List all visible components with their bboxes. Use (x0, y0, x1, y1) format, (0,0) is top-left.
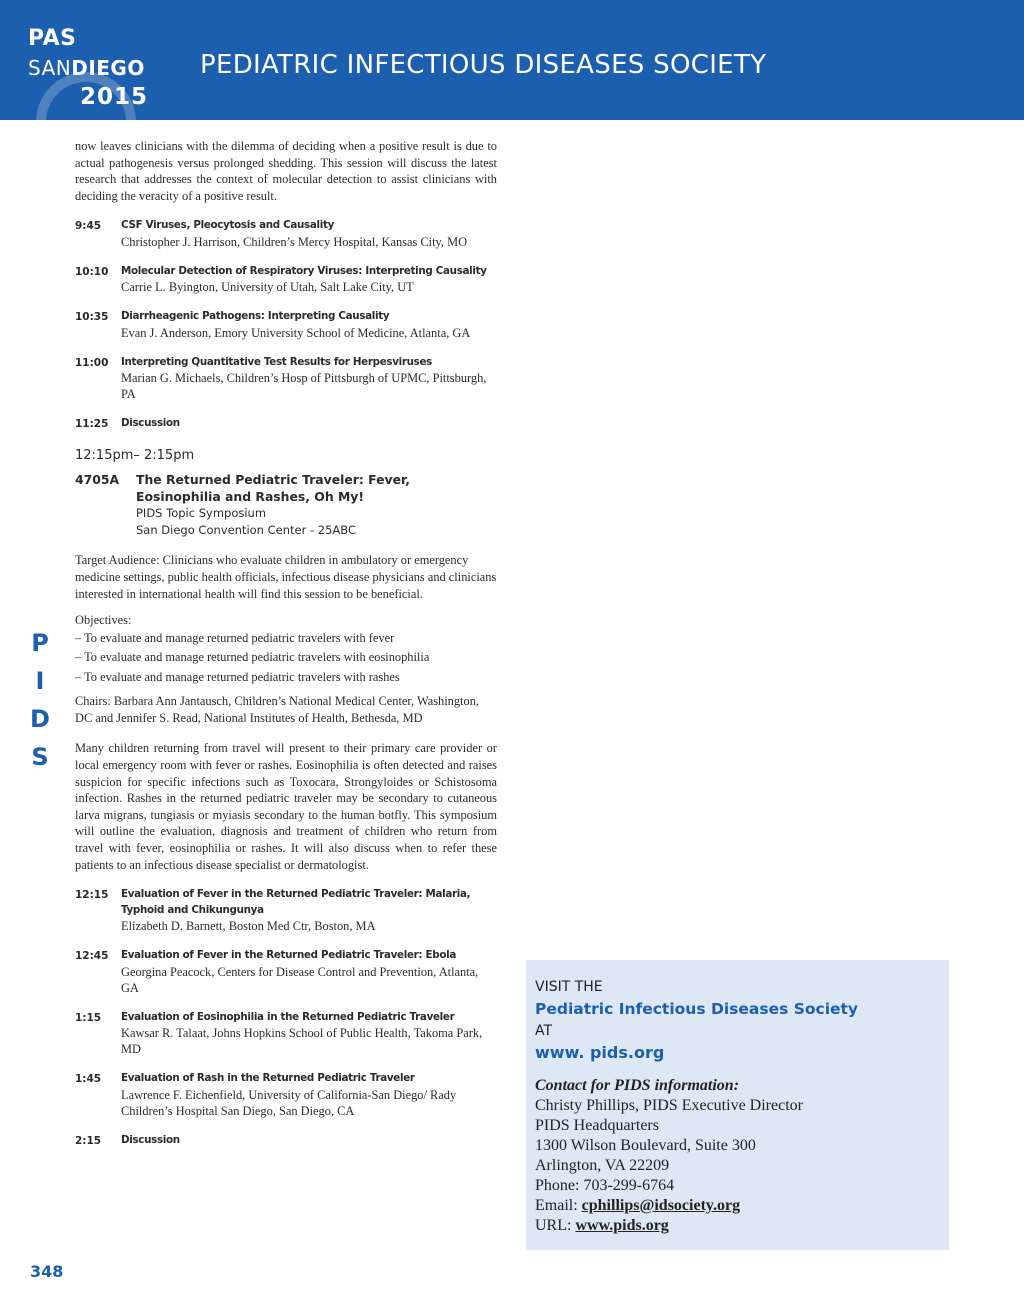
session-type: PIDS Topic Symposium (136, 506, 267, 521)
main-column (75, 138, 497, 1149)
logo-year: 2015 (80, 84, 149, 110)
talk-speaker: Carrie L. Byington, University of Utah, Salt Lake City, UT (121, 280, 414, 295)
contact-url-row (535, 1216, 940, 1236)
schedule-time: 12:45 (75, 950, 109, 963)
contact-name: Christy Phillips, PIDS Executive Director (535, 1097, 803, 1114)
talk-title: Evaluation of Rash in the Returned Pediatric Traveler (121, 1072, 415, 1085)
schedule-row (75, 309, 497, 341)
side-letter-d: D (30, 705, 50, 733)
schedule-row (75, 218, 497, 250)
schedule-row (75, 264, 497, 296)
session-heading (75, 472, 497, 538)
schedule-time: 10:10 (75, 265, 109, 278)
talk-title: CSF Viruses, Pleocytosis and Causality (121, 219, 335, 232)
talk-title: Discussion (121, 417, 180, 430)
url-label: URL: (535, 1217, 576, 1234)
visit-label: VISIT THE (535, 979, 603, 995)
talk-speaker: Elizabeth D. Barnett, Boston Med Ctr, Boston, MA (121, 919, 376, 934)
pas-san-diego-2015-logo (28, 20, 178, 116)
objectives-list (75, 629, 497, 688)
objective-item: – To evaluate and manage returned pediatric travelers with eosinophilia (75, 650, 430, 665)
logo-pas: PAS (28, 26, 77, 51)
schedule-time: 1:15 (75, 1011, 102, 1024)
page-number: 348 (30, 1262, 64, 1281)
target-audience: Target Audience: Clinicians who evaluate children in ambulatory or emergency medicine settings, public health officials, infectious disease physicians and clinicians interested in international health will find this session to be beneficial. (75, 553, 497, 601)
side-letter-p: P (31, 629, 49, 657)
objectives-label: Objectives: (75, 613, 132, 628)
session-title: The Returned Pediatric Traveler: Fever, Eosinophilia and Rashes, Oh My! (136, 472, 411, 504)
schedule-row (75, 416, 497, 432)
url-link[interactable]: www.pids.org (575, 1217, 669, 1234)
pids-info-box (526, 960, 949, 1250)
schedule-row (75, 1133, 497, 1149)
pids-side-letters (28, 624, 52, 776)
schedule-time: 11:00 (75, 356, 109, 369)
schedule-time: 1:45 (75, 1073, 102, 1086)
talk-title: Interpreting Quantitative Test Results for Herpesviruses (121, 355, 433, 368)
society-title: PEDIATRIC INFECTIOUS DISEASES SOCIETY (200, 50, 767, 80)
contact-address-1: 1300 Wilson Boulevard, Suite 300 (535, 1137, 756, 1154)
schedule-time: 11:25 (75, 418, 109, 431)
schedule-a (75, 218, 497, 432)
talk-speaker: Lawrence F. Eichenfield, University of California-San Diego/ Rady Children’s Hospital San Diego, San Diego, CA (121, 1087, 457, 1118)
logo-san-diego: SANDIEGO (28, 56, 145, 80)
contact-email-row (535, 1196, 940, 1216)
session-code: 4705A (75, 472, 120, 488)
session-description: Many children returning from travel will present to their primary care provider or local emergency room with fever or rashes. Eosinophilia is often detected and raises suspicion for specific infections such as Toxocara, Strongyloides or Schistosoma infection. Rashes in the returned pediatric traveler may be secondary to cutaneous larva migrans, tungiasis or myiasis secondary to the human botfly. This symposium will outline the evaluation, diagnosis and treatment of children who return from travel with fever, eosinophilia or rashes. It will also discuss when to refer these patients to an infectious disease specialist or dermatologist. (75, 741, 497, 872)
intro-paragraph: now leaves clinicians with the dilemma of deciding when a positive result is due to actual pathogenesis versus prolonged shedding. This session will discuss the latest research that addresses the context of molecular detection to assist clinicians with deciding the veracity of a positive result. (75, 139, 497, 203)
schedule-time: 9:45 (75, 220, 102, 233)
session-location: San Diego Convention Center - 25ABC (136, 522, 356, 537)
talk-title: Molecular Detection of Respiratory Viruses: Interpreting Causality (121, 264, 487, 277)
schedule-b (75, 887, 497, 1149)
talk-title: Discussion (121, 1133, 180, 1146)
email-label: Email: (535, 1197, 582, 1214)
schedule-row (75, 1071, 497, 1119)
talk-speaker: Georgina Peacock, Centers for Disease Control and Prevention, Atlanta, GA (121, 964, 479, 995)
talk-speaker: Christopher J. Harrison, Children’s Mercy Hospital, Kansas City, MO (121, 234, 468, 249)
website-link[interactable]: www. pids.org (535, 1043, 665, 1062)
schedule-row (75, 1010, 497, 1058)
contact-phone: Phone: 703-299-6764 (535, 1177, 675, 1194)
talk-speaker: Kawsar R. Talaat, Johns Hopkins School of Public Health, Takoma Park, MD (121, 1026, 483, 1057)
contact-org: PIDS Headquarters (535, 1117, 659, 1134)
schedule-row (75, 355, 497, 403)
talk-title: Evaluation of Fever in the Returned Pediatric Traveler: Ebola (121, 949, 456, 962)
side-letter-i: I (35, 667, 45, 695)
email-link[interactable]: cphillips@idsociety.org (581, 1197, 741, 1214)
society-name: Pediatric Infectious Diseases Society (535, 1000, 859, 1018)
objective-item: – To evaluate and manage returned pediatric travelers with rashes (75, 669, 400, 684)
session-chairs: Chairs: Barbara Ann Jantausch, Children’s National Medical Center, Washington, DC and Jennifer S. Read, National Institutes of Health, Bethesda, MD (75, 694, 479, 725)
side-letter-s: S (31, 743, 49, 771)
talk-title: Diarrheagenic Pathogens: Interpreting Causality (121, 310, 390, 323)
objective-item: – To evaluate and manage returned pediatric travelers with fever (75, 630, 395, 645)
talk-speaker: Evan J. Anderson, Emory University School of Medicine, Atlanta, GA (121, 325, 471, 340)
talk-speaker: Marian G. Michaels, Children’s Hosp of Pittsburgh of UPMC, Pittsburgh, PA (121, 371, 487, 402)
contact-address-2: Arlington, VA 22209 (535, 1157, 670, 1174)
schedule-row (75, 948, 497, 996)
talk-title: Evaluation of Eosinophilia in the Returned Pediatric Traveler (121, 1010, 455, 1023)
schedule-row (75, 887, 497, 934)
session-time: 12:15pm– 2:15pm (75, 448, 195, 464)
page-header (0, 0, 1024, 120)
schedule-time: 2:15 (75, 1134, 102, 1147)
contact-heading: Contact for PIDS information: (535, 1077, 740, 1094)
talk-title: Evaluation of Fever in the Returned Pediatric Traveler: Malaria, Typhoid and Chikungunya (121, 888, 471, 916)
at-label: AT (535, 1023, 553, 1039)
schedule-time: 12:15 (75, 889, 109, 902)
schedule-time: 10:35 (75, 311, 109, 324)
